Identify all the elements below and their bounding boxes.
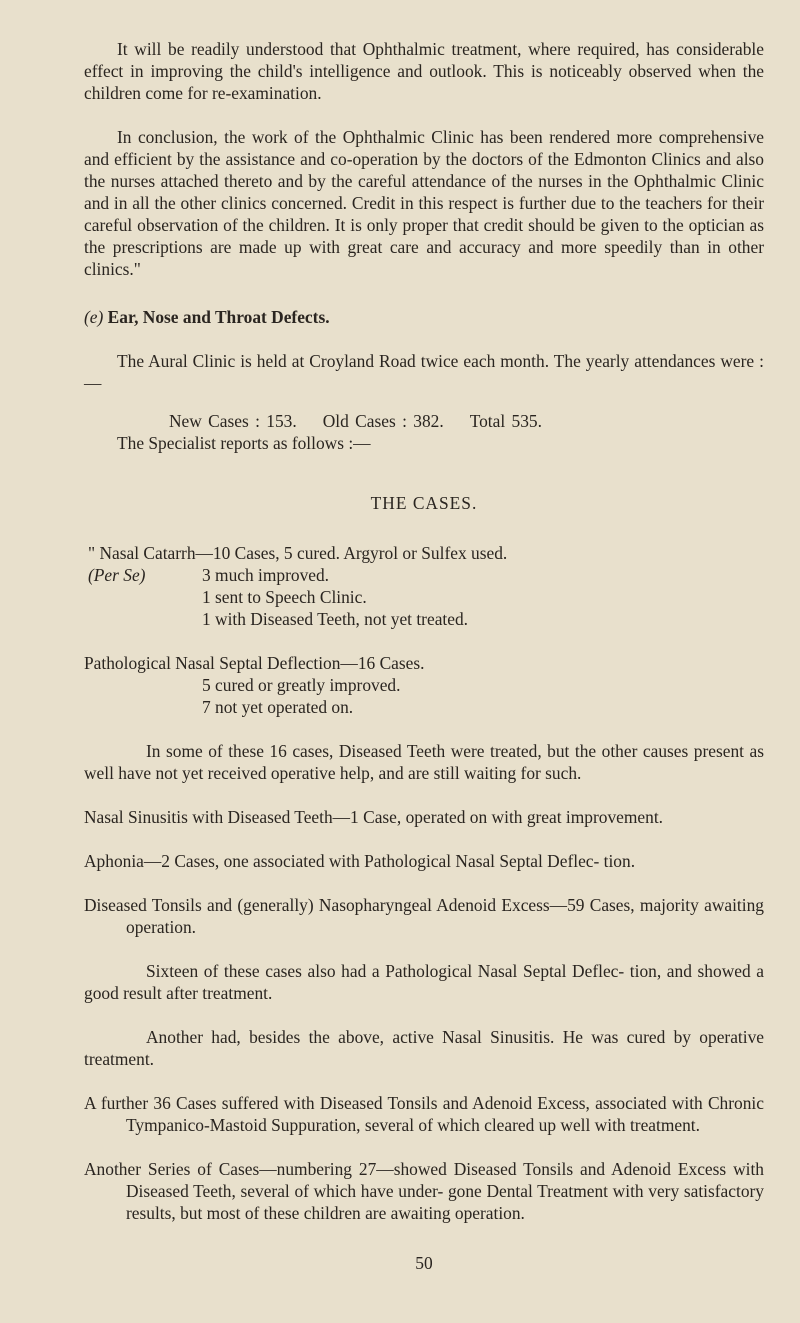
cases-title: THE CASES. [370,493,478,513]
septal-sub1: 5 cured or greatly improved. [202,675,401,695]
nasal-catarrh-line: " Nasal Catarrh—10 Cases, 5 cured. Argyrol or Sulfex used. [88,543,508,563]
tonsils-note-2: Another had, besides the above, active Nasal Sinusitis. He was cured by operative treatment. [84,1027,764,1069]
further-cases-item: A further 36 Cases suffered with Diseased Tonsils and Adenoid Excess, associated with Chronic Tympanico-Mastoid Suppuration, several of which cleared up well with treatment. [84,1093,764,1135]
old-cases: Old Cases : 382. [322,411,444,431]
nasal-catarrh-sub1: 3 much improved. [202,565,330,585]
septal-line: Pathological Nasal Septal Deflection—16 Cases. [84,653,425,673]
section-paragraph-1: The Aural Clinic is held at Croyland Road twice each month. The yearly attendances were :— [84,351,764,393]
page-number: 50 [415,1253,433,1273]
intro-paragraph-1: It will be readily understood that Ophthalmic treatment, where required, has considerable effect in improving the child's intelligence and outlook. This is noticeably observed when the children come for re-examination. [84,39,764,103]
per-se-text: (Per Se) [88,565,146,585]
septal-sub2: 7 not yet operated on. [202,697,354,717]
sinusitis-item: Nasal Sinusitis with Diseased Teeth—1 Case, operated on with great improvement. [84,807,663,827]
section-letter: (e) [84,307,104,327]
per-se-label [84,564,202,586]
nasal-catarrh-sub3: 1 with Diseased Teeth, not yet treated. [202,609,469,629]
septal-note: In some of these 16 cases, Diseased Teeth were treated, but the other causes present as well have not yet received operative help, and are still waiting for such. [84,741,764,783]
section-paragraph-2: The Specialist reports as follows :— [117,433,371,453]
total-cases: Total 535. [469,411,542,431]
section-title: Ear, Nose and Throat Defects. [107,307,330,327]
intro-paragraph-2: In conclusion, the work of the Ophthalmic Clinic has been rendered more comprehensive and efficient by the assistance and co-operation by the doctors of the Edmonton Clinics and also the nurses attached thereto and by the careful attendance of the nurses in the Ophthalmic Clinic and in all the other clinics concerned. Credit in this respect is further due to the teachers for their careful observation of the children. It is only proper that credit should be given to the optician as the prescriptions are made up with great care and accuracy and more speedily than in other clinics." [84,127,764,279]
aphonia-item: Aphonia—2 Cases, one associated with Pathological Nasal Septal Deflec- tion. [84,851,636,871]
nasal-catarrh-sub2: 1 sent to Speech Clinic. [202,587,367,607]
new-cases: New Cases : 153. [169,411,297,431]
nasal-catarrh-sub1-row [84,564,764,586]
attendance-figures [169,410,764,432]
another-series-item: Another Series of Cases—numbering 27—showed Diseased Tonsils and Adenoid Excess with Diseased Teeth, several of which have under- gone Dental Treatment with very satisfactory results, but most of these children are awaiting operation. [84,1159,764,1223]
section-heading [84,306,764,328]
tonsils-note-1: Sixteen of these cases also had a Pathological Nasal Septal Deflec- tion, and showed a good result after treatment. [84,961,764,1003]
tonsils-item: Diseased Tonsils and (generally) Nasopharyngeal Adenoid Excess—59 Cases, majority awaiting operation. [84,895,764,937]
